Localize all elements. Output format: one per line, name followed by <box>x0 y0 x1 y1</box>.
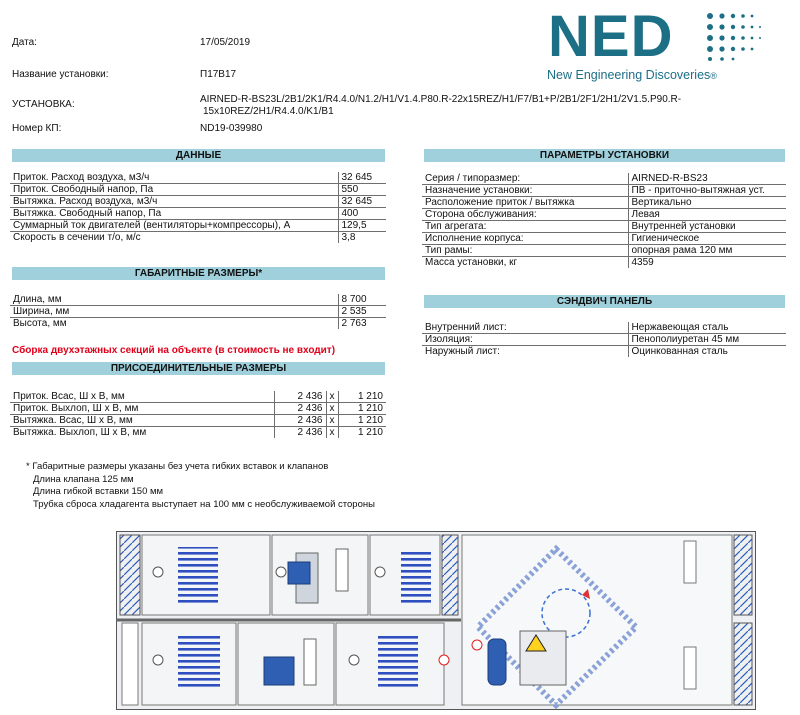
row-value: опорная рама 120 мм <box>628 245 786 257</box>
table-row <box>422 346 786 358</box>
table-row <box>422 173 786 185</box>
table-row <box>422 322 786 334</box>
table-row <box>10 220 386 232</box>
table-row <box>10 196 386 208</box>
row-width: 2 436 <box>274 403 326 415</box>
row-height: 1 210 <box>338 415 386 427</box>
ned-logo: NED <box>548 4 674 69</box>
control-cabinet <box>520 631 566 685</box>
row-label: Назначение установки: <box>422 185 628 197</box>
connection-section-title: ПРИСОЕДИНИТЕЛЬНЫЕ РАЗМЕРЫ <box>12 362 385 375</box>
row-value: ПВ - приточно-вытяжная уст. <box>628 185 786 197</box>
row-times: x <box>326 391 338 403</box>
footnote-line: Трубка сброса хладагента выступает на 100 мм с необслуживаемой стороны <box>33 498 375 510</box>
compressor-icon <box>488 639 506 685</box>
row-label: Приток. Свободный напор, Па <box>10 184 338 196</box>
row-label: Вытяжка. Всас, Ш х В, мм <box>10 415 274 427</box>
inspection-icon <box>349 655 359 665</box>
table-row <box>422 209 786 221</box>
unit-name-label: Название установки: <box>12 69 109 80</box>
fan-motor-icon <box>264 657 294 685</box>
inspection-icon <box>153 655 163 665</box>
unit-name-value: П17В17 <box>200 69 237 80</box>
table-row <box>422 197 786 209</box>
params-table <box>422 173 786 268</box>
cooler-coil <box>401 549 431 603</box>
row-label: Приток. Выхлоп, Ш х В, мм <box>10 403 274 415</box>
inspection-icon <box>153 567 163 577</box>
heat-exchanger-coil <box>178 547 218 603</box>
unit-value-line2: 15x10REZ/2H1/R4.4.0/K1/B1 <box>203 106 334 117</box>
row-label: Тип агрегата: <box>422 221 628 233</box>
filter-top-left <box>120 535 140 615</box>
registered-mark: ® <box>710 71 717 81</box>
row-label: Сторона обслуживания: <box>422 209 628 221</box>
table-row <box>10 318 386 330</box>
row-value: Пенополиуретан 45 мм <box>628 334 786 346</box>
table-row <box>422 245 786 257</box>
footnote-line: * Габаритные размеры указаны без учета гибких вставок и клапанов <box>26 461 329 472</box>
footnote-line: Длина гибкой вставки 150 мм <box>33 486 164 497</box>
unit-label: УСТАНОВКА: <box>12 99 75 110</box>
row-label: Суммарный ток двигателей (вентиляторы+компрессоры), А <box>10 220 338 232</box>
unit-layout-drawing <box>116 527 756 713</box>
table-row <box>10 294 386 306</box>
row-label: Серия / типоразмер: <box>422 173 628 185</box>
row-value: 3,8 <box>338 232 386 244</box>
row-value: Оцинкованная сталь <box>628 346 786 358</box>
row-height: 1 210 <box>338 403 386 415</box>
row-label: Вытяжка. Расход воздуха, м3/ч <box>10 196 338 208</box>
table-row <box>10 427 386 439</box>
row-value: Внутренней установки <box>628 221 786 233</box>
data-section-title: ДАННЫЕ <box>12 149 385 162</box>
row-label: Ширина, мм <box>10 306 338 318</box>
kp-label: Номер КП: <box>12 123 62 134</box>
table-row <box>422 257 786 269</box>
row-label: Длина, мм <box>10 294 338 306</box>
date-value: 17/05/2019 <box>200 37 251 48</box>
row-label: Изоляция: <box>422 334 628 346</box>
damper-bottom-left <box>122 623 138 705</box>
assembly-warning: Сборка двухэтажных секций на объекте (в стоимость не входит) <box>12 345 336 356</box>
footnotes <box>26 461 375 511</box>
table-row <box>10 172 386 184</box>
sandwich-section-title: СЭНДВИЧ ПАНЕЛЬ <box>424 295 785 308</box>
heater-icon <box>439 655 449 665</box>
row-label: Высота, мм <box>13 318 67 329</box>
row-label: Скорость в сечении т/о, м/с <box>13 232 141 243</box>
row-value: AIRNED-R-BS23 <box>628 173 786 185</box>
row-value: 550 <box>338 184 386 196</box>
date-label: Дата: <box>12 37 37 48</box>
row-value: 32 645 <box>338 172 386 184</box>
row-value: Гигиеническое <box>628 233 786 245</box>
row-label: Приток. Расход воздуха, м3/ч <box>10 172 338 184</box>
table-row <box>10 415 386 427</box>
row-label: Приток. Всас, Ш х В, мм <box>10 391 274 403</box>
sandwich-table <box>422 322 786 357</box>
inspection-icon <box>375 567 385 577</box>
row-times: x <box>326 427 338 439</box>
row-value: Нержавеющая сталь <box>628 322 786 334</box>
row-height: 1 210 <box>338 391 386 403</box>
table-row <box>422 221 786 233</box>
row-value: Вертикально <box>628 197 786 209</box>
row-value: Левая <box>628 209 786 221</box>
table-row <box>422 334 786 346</box>
row-value: 4359 <box>628 257 786 269</box>
row-height: 1 210 <box>338 427 386 439</box>
dimensions-table <box>10 294 386 329</box>
row-value: 32 645 <box>338 196 386 208</box>
row-width: 2 436 <box>274 415 326 427</box>
row-label: Наружный лист: <box>425 346 500 357</box>
row-label: Внутренний лист: <box>422 322 628 334</box>
row-value: 129,5 <box>338 220 386 232</box>
row-value: 2 535 <box>338 306 386 318</box>
row-label: Масса установки, кг <box>425 257 518 268</box>
logo-tagline-text: New Engineering Discoveries <box>547 68 711 82</box>
fan-motor-icon <box>288 562 310 584</box>
table-row <box>10 184 386 196</box>
table-row <box>422 185 786 197</box>
table-row <box>422 233 786 245</box>
row-value: 8 700 <box>338 294 386 306</box>
row-width: 2 436 <box>274 391 326 403</box>
table-row <box>10 391 386 403</box>
dimensions-section-title: ГАБАРИТНЫЕ РАЗМЕРЫ* <box>12 267 385 280</box>
row-label: Вытяжка. Выхлоп, Ш х В, мм <box>13 427 147 438</box>
table-row <box>10 232 386 244</box>
table-row <box>10 208 386 220</box>
kp-value: ND19-039980 <box>200 123 263 134</box>
table-row <box>10 403 386 415</box>
row-times: x <box>326 403 338 415</box>
inspection-icon <box>276 567 286 577</box>
data-table <box>10 172 386 243</box>
footnote-line: Длина клапана 125 мм <box>33 473 134 485</box>
table-row <box>10 306 386 318</box>
row-label: Исполнение корпуса: <box>422 233 628 245</box>
row-label: Расположение приток / вытяжка <box>422 197 628 209</box>
logo-tagline <box>547 68 717 82</box>
connection-table <box>10 391 386 438</box>
row-times: x <box>326 415 338 427</box>
unit-value-line1: AIRNED-R-BS23L/2B1/2K1/R4.4.0/N1.2/H1/V1.4.P80.R-22x15REZ/H1/F7/B1+P/2B1/2F1/2H1/2V1.5.P90.R- <box>200 94 682 105</box>
row-label: Тип рамы: <box>422 245 628 257</box>
params-section-title: ПАРАМЕТРЫ УСТАНОВКИ <box>424 149 785 162</box>
logo-dots-icon <box>700 10 780 62</box>
row-value: 2 763 <box>338 318 386 330</box>
row-width: 2 436 <box>274 427 326 439</box>
row-value: 400 <box>338 208 386 220</box>
row-label: Вытяжка. Свободный напор, Па <box>10 208 338 220</box>
